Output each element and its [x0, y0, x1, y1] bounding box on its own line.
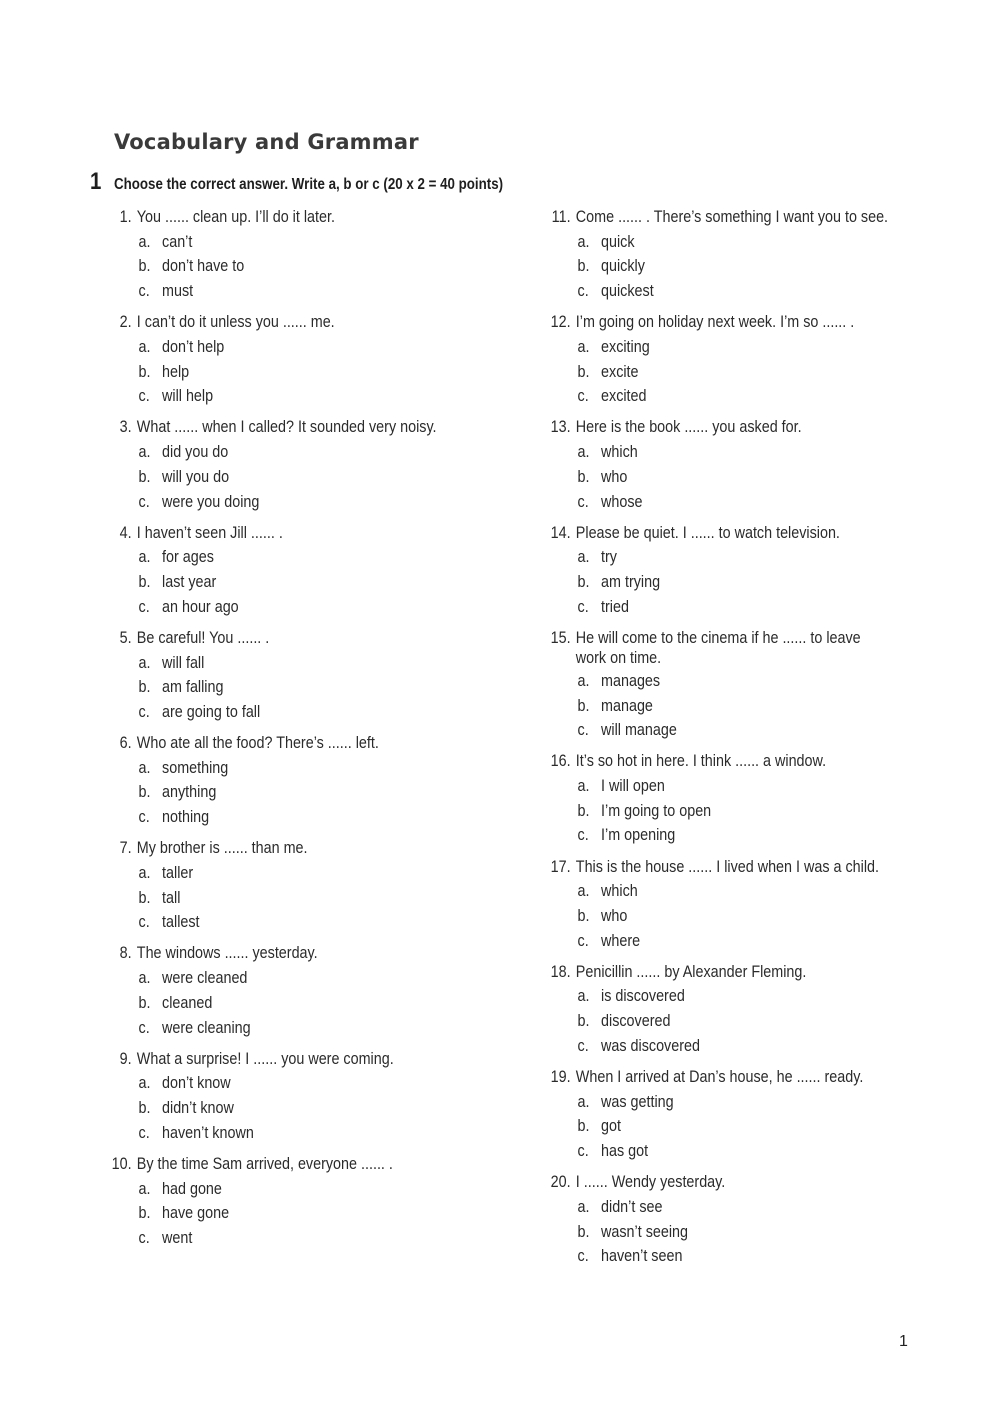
answer-option	[102, 886, 502, 911]
answer-option	[102, 279, 502, 304]
question-number: 12.	[550, 313, 571, 332]
option-text: am trying	[601, 573, 661, 592]
question-item	[102, 1152, 502, 1251]
option-letter: a.	[577, 1197, 590, 1216]
option-letter: b.	[138, 888, 151, 907]
question-number: 7.	[119, 839, 132, 858]
option-text: where	[601, 931, 641, 950]
answer-option	[541, 879, 915, 904]
option-text: who	[601, 467, 628, 486]
option-text: cleaned	[162, 993, 213, 1012]
option-text: who	[601, 906, 628, 925]
option-text: quickly	[601, 257, 645, 276]
answer-option	[541, 279, 915, 304]
question-header	[541, 960, 915, 985]
question-number: 1.	[119, 208, 132, 226]
option-letter: a.	[577, 671, 590, 690]
question-text: He will come to the cinema if he ...... to leave work on time.	[575, 628, 861, 668]
option-text: anything	[162, 783, 217, 802]
question-header	[102, 415, 502, 440]
option-text: did you do	[162, 443, 229, 462]
question-item	[541, 521, 915, 620]
question-header	[541, 749, 915, 774]
answer-option	[102, 570, 502, 595]
answer-option	[541, 1009, 915, 1034]
answer-option	[541, 384, 915, 409]
option-text: last year	[162, 573, 217, 592]
answer-option	[102, 651, 502, 676]
answer-option	[541, 230, 915, 255]
exercise-instruction: Choose the correct answer. Write a, b or c (20 x 2 = 40 points)	[114, 176, 504, 193]
option-text: don’t help	[162, 337, 225, 356]
option-letter: a.	[138, 337, 151, 356]
question-number: 10.	[111, 1154, 132, 1173]
question-item	[102, 205, 502, 304]
answer-option	[541, 1244, 915, 1269]
option-letter: c.	[577, 1142, 589, 1161]
question-item	[102, 521, 502, 620]
option-letter: a.	[577, 987, 590, 1006]
option-letter: a.	[138, 548, 151, 567]
answer-option	[541, 823, 915, 848]
answer-option	[102, 254, 502, 279]
option-letter: b.	[577, 573, 590, 592]
option-text: for ages	[162, 548, 214, 567]
answer-option	[102, 1096, 502, 1121]
option-letter: a.	[577, 1092, 590, 1111]
question-number: 16.	[550, 752, 571, 771]
option-letter: b.	[577, 1117, 590, 1136]
option-letter: b.	[138, 678, 151, 697]
question-text: I haven’t seen Jill ...... .	[136, 523, 283, 542]
option-letter: c.	[138, 597, 150, 616]
answer-option	[541, 1139, 915, 1164]
question-item	[541, 626, 915, 743]
option-text: didn’t know	[162, 1099, 234, 1118]
option-text: went	[162, 1228, 193, 1247]
question-item	[541, 310, 915, 409]
answer-option	[541, 984, 915, 1009]
option-letter: a.	[138, 969, 151, 988]
option-letter: c.	[577, 931, 589, 950]
option-text: will help	[162, 387, 214, 406]
question-item	[541, 415, 915, 514]
question-header	[102, 836, 502, 861]
option-letter: b.	[138, 362, 151, 381]
questions-column-right	[541, 205, 915, 1275]
option-text: an hour ago	[162, 597, 239, 616]
option-letter: b.	[138, 993, 151, 1012]
page-title: Vocabulary and Grammar	[114, 130, 419, 154]
answer-option	[102, 861, 502, 886]
question-text: Penicillin ...... by Alexander Fleming.	[575, 962, 807, 981]
answer-option	[541, 774, 915, 799]
option-text: excite	[601, 362, 639, 381]
option-letter: b.	[138, 257, 151, 276]
answer-option	[541, 718, 915, 743]
question-item	[541, 1065, 915, 1164]
answer-option	[102, 1016, 502, 1041]
question-text: What ...... when I called? It sounded very noisy.	[136, 418, 437, 437]
answer-option	[541, 904, 915, 929]
answer-option	[541, 490, 915, 515]
question-item	[102, 731, 502, 830]
question-header	[102, 731, 502, 756]
option-letter: b.	[577, 257, 590, 276]
answer-option	[541, 360, 915, 385]
option-letter: b.	[577, 362, 590, 381]
option-text: had gone	[162, 1179, 222, 1198]
question-text: My brother is ...... than me.	[136, 839, 308, 858]
question-header	[102, 1047, 502, 1072]
option-text: am falling	[162, 678, 224, 697]
question-number: 11.	[551, 208, 571, 226]
answer-option	[102, 991, 502, 1016]
answer-option	[541, 595, 915, 620]
question-number: 14.	[550, 523, 571, 542]
option-text: try	[601, 548, 617, 567]
question-header	[541, 415, 915, 440]
answer-option	[102, 490, 502, 515]
question-item	[102, 415, 502, 514]
answer-option	[541, 440, 915, 465]
question-item	[102, 1047, 502, 1146]
answer-option	[541, 1090, 915, 1115]
option-letter: c.	[577, 721, 589, 740]
option-text: is discovered	[601, 987, 685, 1006]
option-text: discovered	[601, 1012, 671, 1031]
option-text: help	[162, 362, 190, 381]
option-letter: a.	[138, 1179, 151, 1198]
question-item	[102, 836, 502, 935]
question-text: When I arrived at Dan’s house, he ...... ready.	[575, 1067, 864, 1086]
question-item	[541, 205, 915, 304]
answer-option	[102, 805, 502, 830]
option-text: will manage	[601, 721, 677, 740]
answer-option	[102, 230, 502, 255]
answer-option	[102, 545, 502, 570]
option-text: excited	[601, 387, 647, 406]
answer-option	[102, 1177, 502, 1202]
question-text: Be careful! You ...... .	[136, 628, 270, 647]
question-header	[102, 941, 502, 966]
answer-option	[541, 465, 915, 490]
exercise-number: 1	[90, 168, 102, 195]
option-text: got	[601, 1117, 621, 1136]
option-text: nothing	[162, 808, 210, 827]
question-header	[541, 855, 915, 880]
question-number: 8.	[119, 944, 132, 963]
option-letter: b.	[138, 1204, 151, 1223]
option-letter: b.	[577, 1012, 590, 1031]
question-item	[541, 960, 915, 1059]
option-letter: a.	[577, 777, 590, 796]
question-text: Please be quiet. I ...... to watch television.	[575, 523, 840, 542]
answer-option	[541, 799, 915, 824]
question-text: What a surprise! I ...... you were coming.	[136, 1049, 394, 1068]
option-text: will fall	[162, 653, 205, 672]
answer-option	[102, 465, 502, 490]
option-text: don’t have to	[162, 257, 245, 276]
option-text: I’m opening	[601, 826, 676, 845]
option-text: exciting	[601, 337, 650, 356]
answer-option	[102, 675, 502, 700]
question-text: It’s so hot in here. I think ...... a window.	[575, 752, 827, 771]
answer-option	[102, 360, 502, 385]
question-text: Here is the book ...... you asked for.	[575, 418, 802, 437]
option-letter: c.	[138, 282, 150, 301]
option-letter: b.	[138, 783, 151, 802]
answer-option	[102, 1201, 502, 1226]
option-letter: c.	[138, 702, 150, 721]
option-letter: b.	[577, 906, 590, 925]
option-text: I’m going to open	[601, 801, 712, 820]
answer-option	[541, 1114, 915, 1139]
option-text: I will open	[601, 777, 665, 796]
option-text: quick	[601, 232, 635, 251]
question-text: By the time Sam arrived, everyone ...... .	[136, 1154, 393, 1173]
question-text: I’m going on holiday next week. I’m so ...... .	[575, 313, 855, 332]
question-number: 2.	[119, 313, 132, 332]
option-letter: a.	[138, 443, 151, 462]
option-text: will you do	[162, 467, 230, 486]
answer-option	[102, 700, 502, 725]
answer-option	[102, 1071, 502, 1096]
questions-column-left	[102, 205, 502, 1257]
option-text: have gone	[162, 1204, 230, 1223]
option-text: which	[601, 443, 638, 462]
option-letter: c.	[138, 387, 150, 406]
question-number: 13.	[550, 418, 571, 437]
option-text: something	[162, 758, 229, 777]
option-text: wasn’t seeing	[601, 1222, 689, 1241]
option-letter: c.	[138, 1123, 150, 1142]
question-header	[541, 626, 915, 669]
option-letter: c.	[138, 913, 150, 932]
option-letter: c.	[577, 492, 589, 511]
answer-option	[102, 966, 502, 991]
question-item	[541, 855, 915, 954]
option-letter: c.	[577, 826, 589, 845]
question-text: Who ate all the food? There’s ...... left.	[136, 734, 379, 753]
answer-option	[102, 440, 502, 465]
answer-option	[102, 1226, 502, 1251]
question-text: This is the house ...... I lived when I was a child.	[575, 857, 879, 876]
question-text: Come ...... . There’s something I want you to see.	[575, 208, 889, 226]
option-letter: c.	[577, 387, 589, 406]
answer-option	[541, 545, 915, 570]
option-letter: c.	[138, 1018, 150, 1037]
option-letter: c.	[577, 1247, 589, 1266]
answer-option	[541, 929, 915, 954]
answer-option	[102, 756, 502, 781]
option-text: were cleaning	[162, 1018, 251, 1037]
question-header	[102, 310, 502, 335]
option-text: don’t know	[162, 1074, 231, 1093]
option-letter: b.	[138, 573, 151, 592]
option-letter: a.	[138, 863, 151, 882]
question-number: 5.	[119, 628, 132, 647]
question-text: I ...... Wendy yesterday.	[575, 1173, 726, 1192]
option-text: didn’t see	[601, 1197, 663, 1216]
question-number: 6.	[119, 734, 132, 753]
option-text: haven’t known	[162, 1123, 254, 1142]
option-text: were you doing	[162, 492, 260, 511]
option-text: tried	[601, 597, 629, 616]
question-item	[541, 749, 915, 848]
question-header	[102, 205, 502, 230]
answer-option	[541, 570, 915, 595]
answer-option	[541, 1034, 915, 1059]
answer-option	[541, 1220, 915, 1245]
option-letter: b.	[138, 467, 151, 486]
option-letter: a.	[577, 337, 590, 356]
question-text: I can’t do it unless you ...... me.	[136, 313, 335, 332]
option-letter: b.	[577, 696, 590, 715]
option-letter: a.	[577, 443, 590, 462]
answer-option	[541, 254, 915, 279]
option-letter: a.	[138, 653, 151, 672]
option-letter: c.	[138, 492, 150, 511]
option-letter: a.	[138, 758, 151, 777]
option-text: haven’t seen	[601, 1247, 683, 1266]
option-text: whose	[601, 492, 643, 511]
option-letter: b.	[577, 801, 590, 820]
question-number: 20.	[550, 1173, 571, 1192]
option-text: manages	[601, 671, 661, 690]
option-letter: c.	[577, 1036, 589, 1055]
question-header	[541, 1065, 915, 1090]
answer-option	[541, 669, 915, 694]
option-letter: c.	[138, 808, 150, 827]
option-letter: a.	[138, 232, 151, 251]
option-letter: c.	[577, 597, 589, 616]
question-header	[541, 1170, 915, 1195]
question-number: 18.	[550, 962, 571, 981]
answer-option	[541, 1195, 915, 1220]
answer-option	[102, 335, 502, 360]
option-letter: a.	[577, 548, 590, 567]
question-item	[102, 626, 502, 725]
option-text: which	[601, 882, 638, 901]
question-item	[541, 1170, 915, 1269]
option-letter: b.	[577, 467, 590, 486]
option-text: tall	[162, 888, 181, 907]
question-number: 4.	[119, 523, 132, 542]
option-text: manage	[601, 696, 653, 715]
option-text: can’t	[162, 232, 193, 251]
answer-option	[102, 595, 502, 620]
page-number: 1	[899, 1333, 908, 1350]
question-number: 9.	[119, 1049, 132, 1068]
answer-option	[102, 384, 502, 409]
question-text: The windows ...... yesterday.	[136, 944, 318, 963]
option-text: was discovered	[601, 1036, 700, 1055]
option-text: were cleaned	[162, 969, 248, 988]
option-letter: a.	[138, 1074, 151, 1093]
answer-option	[541, 694, 915, 719]
question-header	[102, 626, 502, 651]
question-header	[102, 1152, 502, 1177]
option-text: must	[162, 282, 194, 301]
option-letter: c.	[577, 282, 589, 301]
option-text: are going to fall	[162, 702, 261, 721]
question-header	[541, 521, 915, 546]
option-text: was getting	[601, 1092, 674, 1111]
question-number: 3.	[119, 418, 132, 437]
option-text: quickest	[601, 282, 654, 301]
option-letter: a.	[577, 882, 590, 901]
option-text: has got	[601, 1142, 649, 1161]
question-item	[102, 941, 502, 1040]
question-header	[541, 310, 915, 335]
option-text: taller	[162, 863, 194, 882]
option-letter: b.	[138, 1099, 151, 1118]
question-number: 15.	[550, 628, 571, 647]
question-item	[102, 310, 502, 409]
question-number: 17.	[550, 857, 571, 876]
option-letter: a.	[577, 232, 590, 251]
answer-option	[102, 910, 502, 935]
question-text: You ...... clean up. I’ll do it later.	[136, 208, 335, 226]
question-header	[541, 205, 915, 230]
question-number: 19.	[550, 1067, 571, 1086]
question-header	[102, 521, 502, 546]
option-letter: c.	[138, 1228, 150, 1247]
option-text: tallest	[162, 913, 200, 932]
answer-option	[102, 780, 502, 805]
answer-option	[541, 335, 915, 360]
option-letter: b.	[577, 1222, 590, 1241]
answer-option	[102, 1121, 502, 1146]
